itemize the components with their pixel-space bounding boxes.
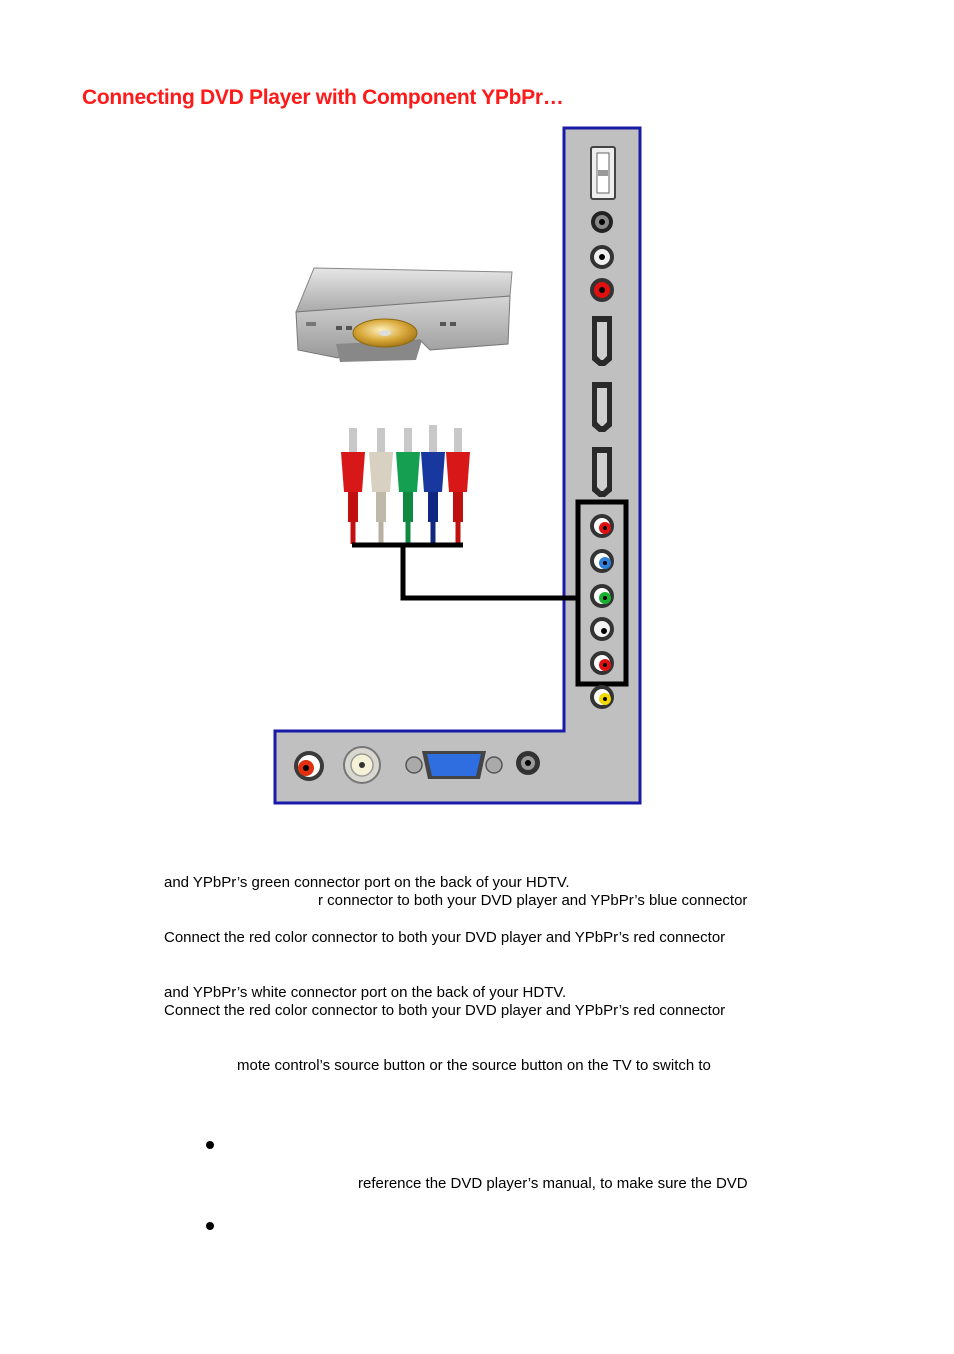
- ypbpr-blue-port: [590, 549, 614, 573]
- audio-white-port: [590, 617, 614, 641]
- cable-plug-blue: [421, 425, 445, 544]
- hdmi-port-3: [592, 447, 612, 497]
- component-cable-plugs: [341, 425, 470, 544]
- usb-port: [591, 147, 615, 199]
- audio-white-port-top: [590, 245, 614, 269]
- audio-red-port-top: [590, 278, 614, 302]
- ypbpr-red-port: [590, 514, 614, 538]
- hdmi-port-1: [592, 316, 612, 366]
- dvd-player-icon: [296, 268, 512, 362]
- instruction-line-2: r connector to both your DVD player and YPbPr’s blue connector: [318, 892, 748, 909]
- note-bullet-1: [206, 1141, 214, 1149]
- instruction-line-4: and YPbPr’s white connector port on the back of your HDTV.: [164, 984, 567, 1001]
- instruction-line-6: mote control’s source button or the source button on the TV to switch to: [237, 1057, 711, 1074]
- cable-plug-green: [396, 428, 420, 544]
- note-bullet-2: [206, 1222, 214, 1230]
- instruction-line-5: Connect the red color connector to both your DVD player and YPbPr’s red connector: [164, 1002, 726, 1019]
- cable-plug-white: [369, 428, 393, 544]
- pc-audio-port: [516, 751, 540, 775]
- headphone-port: [591, 211, 613, 233]
- cable-plug-red-2: [446, 428, 470, 544]
- video-yellow-port: [590, 685, 614, 709]
- audio-red-port-bottom: [294, 751, 324, 781]
- instruction-line-1: and YPbPr’s green connector port on the back of your HDTV.: [164, 874, 570, 891]
- note-line-1: reference the DVD player’s manual, to make sure the DVD: [358, 1175, 748, 1192]
- audio-red-port: [590, 651, 614, 675]
- hdmi-port-2: [592, 382, 612, 432]
- page-title: Connecting DVD Player with Component YPbPr…: [82, 86, 564, 109]
- connection-line: [352, 545, 580, 598]
- coax-port: [344, 747, 380, 783]
- instruction-line-3: Connect the red color connector to both your DVD player and YPbPr’s red connector: [164, 929, 726, 946]
- ypbpr-green-port: [590, 584, 614, 608]
- cable-plug-red-1: [341, 428, 365, 544]
